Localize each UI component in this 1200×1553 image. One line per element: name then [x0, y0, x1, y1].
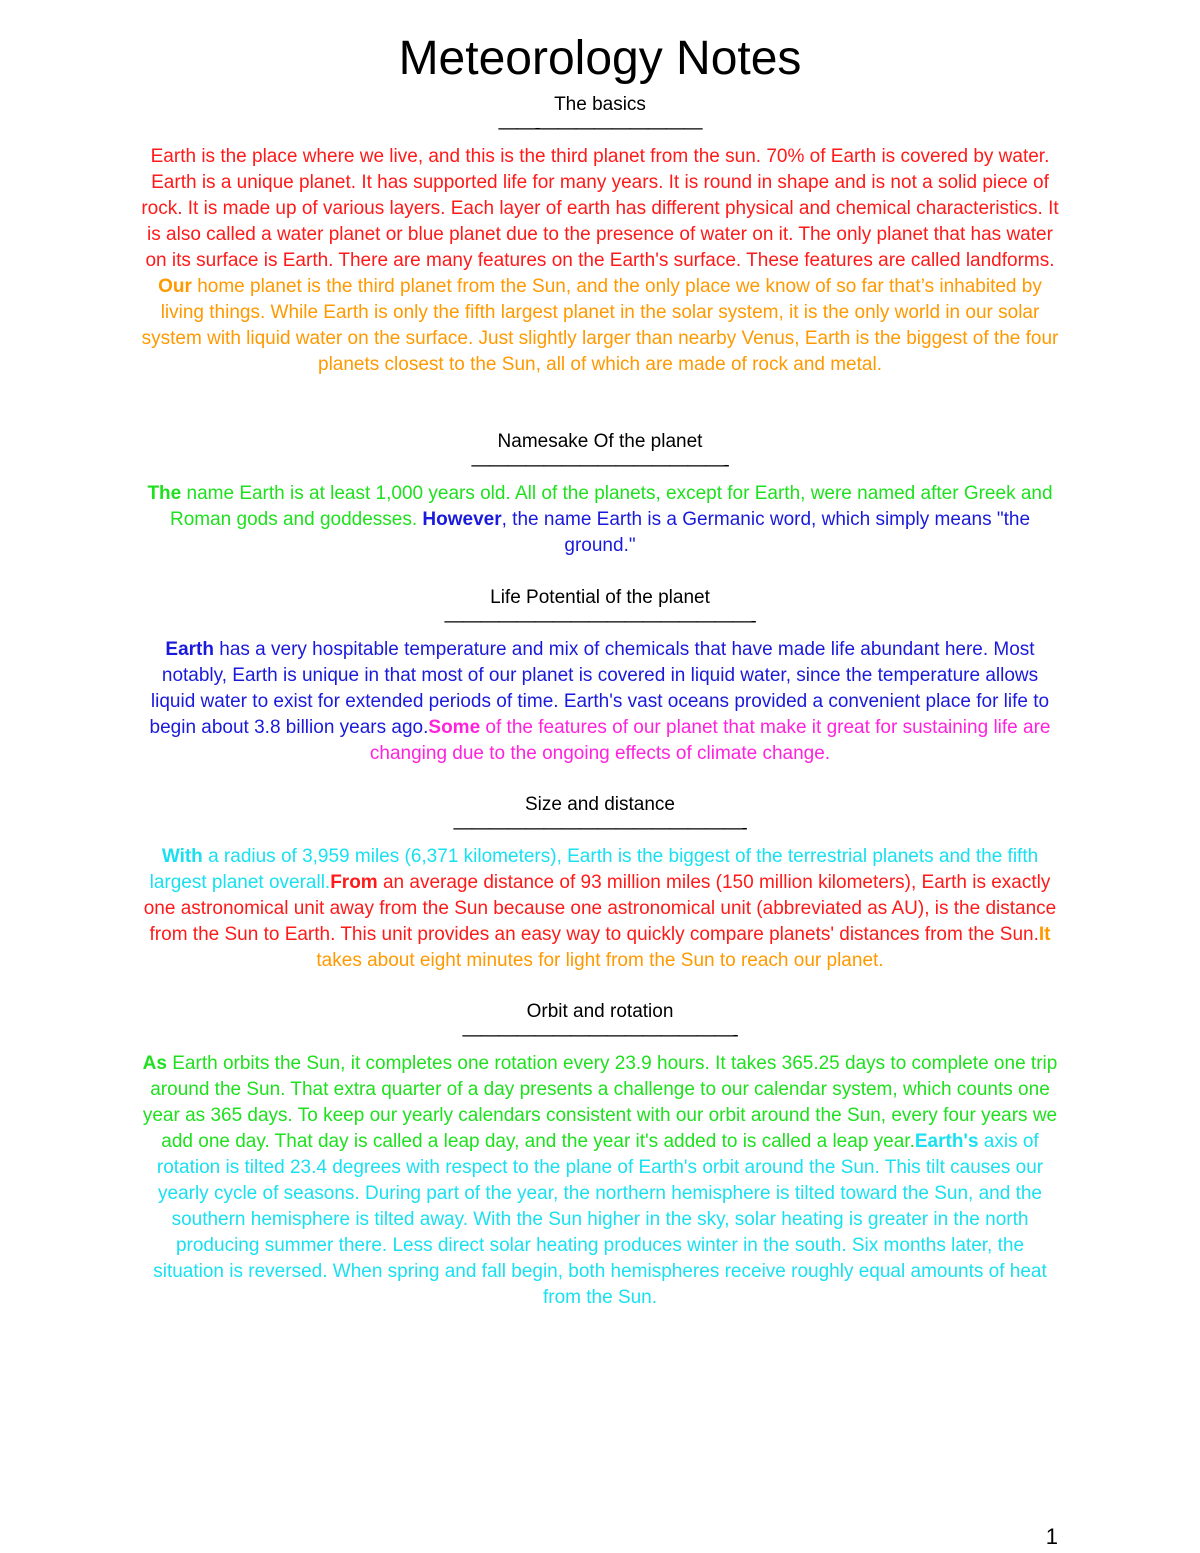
bold-lead-word: However	[422, 509, 502, 530]
section-heading: Life Potential of the planet	[490, 587, 710, 608]
bold-lead-word: As	[142, 1053, 167, 1074]
text-run: Earth is the place where we live, and this is the third planet from the sun. 70% of Earth is covered by water. Earth is a unique planet. It has supported life for many years. It is round in shape and is not a solid piece of rock. It is made up of various layers. Each layer of earth has different physical and chemical characteristics. It is also called a water planet or blue planet due to the presence of water on it. The only planet that has water on its surface is Earth. There are many features on the Earth's surface. These features are called landforms.	[141, 146, 1059, 271]
text-run: a radius of 3,959 miles (6,371 kilometers), Earth is the biggest of the terrestrial planets and the fifth largest planet overall.	[149, 846, 1039, 893]
bold-lead-word: The	[147, 483, 182, 504]
text-run: home planet is the third planet from the Sun, and the only place we know of so far that’s inhabited by living things. While Earth is only the fifth largest planet in the solar system, it is the only world in our solar system with liquid water on the surface. Just slightly larger than nearby Venus, Earth is the biggest of the four planets closest to the Sun, all of which are made of rock and metal.	[141, 276, 1059, 375]
section-heading: Orbit and rotation	[526, 1001, 674, 1022]
section-divider: ————————————————-	[453, 818, 747, 839]
section-paragraph	[138, 1051, 1062, 1311]
section-size-and-distance	[138, 792, 1062, 974]
section-divider: ———————————————-	[462, 1025, 738, 1046]
bold-lead-word: It	[1038, 924, 1051, 945]
section-heading: Namesake Of the planet	[497, 431, 703, 452]
text-run: takes about eight minutes for light from the Sun to reach our planet.	[316, 950, 884, 971]
section-paragraph	[138, 637, 1062, 767]
section-the-basics	[138, 92, 1062, 378]
section-divider: ——————————————-	[471, 455, 729, 476]
text-run: an average distance of 93 million miles (150 million kilometers), Earth is exactly one astronomical unit away from the Sun because one astronomical unit (abbreviated as AU), is the distance from the Sun to Earth. This unit provides an easy way to quickly compare planets' distances from the Sun.	[143, 872, 1057, 945]
section-life-potential	[138, 585, 1062, 767]
page-title: Meteorology Notes	[398, 32, 802, 85]
section-divider: ——-—————————	[498, 118, 702, 139]
text-run: name Earth is at least 1,000 years old. All of the planets, except for Earth, were named after Greek and Roman gods and goddesses.	[169, 483, 1053, 530]
section-paragraph	[138, 844, 1062, 974]
bold-lead-word: From	[330, 872, 378, 893]
bold-lead-word: Earth's	[914, 1131, 979, 1152]
section-divider: —————————————————-	[444, 611, 756, 632]
bold-lead-word: Earth	[165, 639, 214, 660]
section-paragraph	[138, 481, 1062, 559]
text-run: has a very hospitable temperature and mix of chemicals that have made life abundant here. Most notably, Earth is unique in that most of our planet is covered in liquid water, since the temperature allows liquid water to exist for extended periods of time. Earth's vast oceans provided a convenient place for life to begin about 3.8 billion years ago.	[149, 639, 1050, 738]
text-run: , the name Earth is a Germanic word, which simply means "the ground."	[501, 509, 1031, 556]
section-paragraph	[138, 144, 1062, 378]
text-run: Earth orbits the Sun, it completes one rotation every 23.9 hours. It takes 365.25 days to complete one trip around the Sun. That extra quarter of a day presents a challenge to our calendar system, which counts one year as 365 days. To keep our yearly calendars consistent with our orbit around the Sun, every four years we add one day. That day is called a leap day, and the year it's added to is called a leap year.	[142, 1053, 1058, 1152]
page-number: 1	[1045, 1524, 1058, 1549]
section-orbit-and-rotation	[138, 999, 1062, 1311]
text-run: axis of rotation is tilted 23.4 degrees with respect to the plane of Earth's orbit around the Sun. This tilt causes our yearly cycle of seasons. During part of the year, the northern hemisphere is tilted toward the Sun, and the southern hemisphere is tilted away. With the Sun higher in the sky, solar heating is greater in the north producing summer there. Less direct solar heating produces winter in the south. Six months later, the situation is reversed. When spring and fall begin, both hemispheres receive roughly equal amounts of heat from the Sun.	[153, 1131, 1047, 1308]
section-namesake	[138, 429, 1062, 559]
bold-lead-word: With	[161, 846, 203, 867]
bold-lead-word: Our	[158, 276, 192, 297]
bold-lead-word: Some	[428, 717, 481, 738]
section-heading: Size and distance	[525, 794, 675, 815]
section-heading: The basics	[554, 94, 646, 115]
text-run: of the features of our planet that make it great for sustaining life are changing due to the ongoing effects of climate change.	[369, 717, 1051, 764]
